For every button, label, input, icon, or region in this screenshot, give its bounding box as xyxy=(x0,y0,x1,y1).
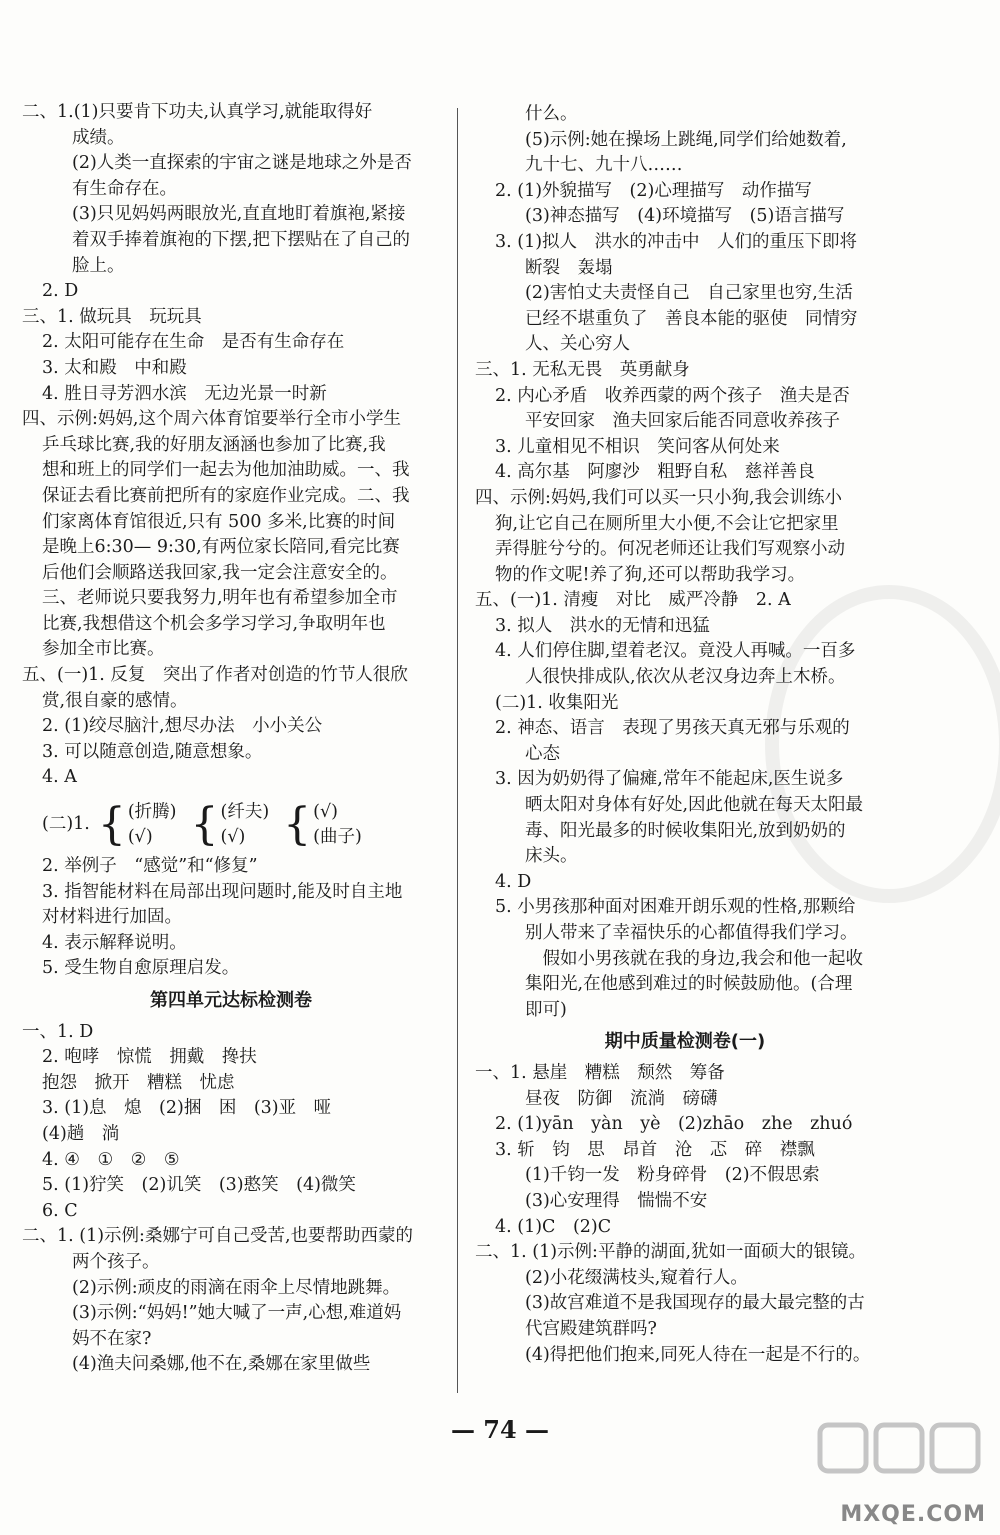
answer-line: 三、老师说只要我努力,明年也有希望参加全市 xyxy=(42,588,398,609)
left-column xyxy=(22,100,440,1378)
answer-line: 5. (1)狞笑 (2)讥笑 (3)憨笑 (4)微笑 xyxy=(42,1175,356,1196)
answer-line: 已经不堪重负了 善良本能的驱使 同情穷 xyxy=(525,308,858,329)
answer-line: 两个孩子。 xyxy=(72,1251,160,1272)
answer-line: 4. (1)C (2)C xyxy=(495,1216,612,1237)
answer-line: 3. 因为奶奶得了偏瘫,常年不能起床,医生说多 xyxy=(495,769,844,790)
answer-line: 假如小男孩就在我的身边,我会和他一起收 xyxy=(525,948,864,969)
answer-line: 物的作文呢!养了狗,还可以帮助我学习。 xyxy=(495,564,806,585)
answer-line: 3. 可以随意创造,随意想象。 xyxy=(42,741,263,762)
answer-line: 床头。 xyxy=(525,846,578,867)
answer-line: (1)千钧一发 粉身碎骨 (2)不假思索 xyxy=(525,1165,820,1186)
answer-line: 2. D xyxy=(42,281,79,302)
answer-line: (2)小花缀满枝头,窥着行人。 xyxy=(525,1267,748,1288)
answer-line: 2. 太阳可能存在生命 是否有生命存在 xyxy=(42,332,345,353)
answer-line: 三、1. 做玩具 玩玩具 xyxy=(22,306,202,327)
section-heading-unit4: 第四单元达标检测卷 xyxy=(150,990,312,1011)
answer-line: 脸上。 xyxy=(72,255,125,276)
answer-line: 5. 受生物自愈原理启发。 xyxy=(42,958,240,979)
answer-line: (2)人类一直探索的宇宙之谜是地球之外是否 xyxy=(72,153,412,174)
brace-item: (√) xyxy=(127,826,153,847)
answer-line: 断裂 轰塌 xyxy=(525,257,613,278)
answer-line: (3)故宫难道不是我国现存的最大最完整的古 xyxy=(525,1293,865,1314)
answer-line: 3. 太和殿 中和殿 xyxy=(42,357,187,378)
answer-line: 乒乓球比赛,我的好朋友涵涵也参加了比赛,我 xyxy=(42,434,386,455)
answer-line: 2. (1)外貌描写 (2)心理描写 动作描写 xyxy=(495,180,812,201)
answer-line: 3. 斩 钧 思 昂首 沧 忑 碎 襟飘 xyxy=(495,1139,815,1160)
answer-line: (3)神态描写 (4)环境描写 (5)语言描写 xyxy=(525,206,845,227)
section-heading-midterm: 期中质量检测卷(一) xyxy=(604,1031,766,1053)
answer-line: 二、1. (1)示例:桑娜宁可自己受苦,也要帮助西蒙的 xyxy=(22,1226,414,1247)
right-column xyxy=(475,102,895,1368)
answer-line: (4)渔夫问桑娜,他不在,桑娜在家里做些 xyxy=(72,1354,371,1375)
answer-line: 代宫殿建筑群吗? xyxy=(525,1318,657,1339)
answer-line: 二、1.(1)只要肯下功夫,认真学习,就能取得好 xyxy=(22,102,373,122)
answer-line: (3)心安理得 惴惴不安 xyxy=(525,1190,708,1211)
answer-line: 成绩。 xyxy=(72,127,125,148)
answer-line: 晒太阳对身体有好处,因此他就在每天太阳最 xyxy=(525,795,864,816)
answer-line: 一、1. D xyxy=(22,1021,94,1042)
answer-line: 有生命存在。 xyxy=(72,178,177,199)
answer-line: 2. (1)绞尽脑汁,想尽办法 小小关公 xyxy=(42,716,323,737)
answer-line: 参加全市比赛。 xyxy=(42,639,165,660)
answer-line: 4. D xyxy=(495,871,532,892)
answer-line: 2. 内心矛盾 收养西蒙的两个孩子 渔夫是否 xyxy=(495,385,850,406)
brace-answer-row xyxy=(22,799,440,850)
brace-label: (二)1. xyxy=(42,813,90,834)
column-divider xyxy=(457,108,458,1393)
answer-line: 昼夜 防御 流淌 磅礴 xyxy=(525,1088,718,1109)
brace-item: (纤夫) xyxy=(220,801,270,822)
brace-group: { (纤夫) (√) xyxy=(190,798,270,850)
answer-line: (2)害怕丈夫责怪自己 自己家里也穷,生活 xyxy=(525,283,853,304)
answer-line: 比赛,我想借这个机会多学习学习,争取明年也 xyxy=(42,613,386,634)
answer-line: 即可) xyxy=(525,999,567,1020)
answer-line: 们家离体育馆很近,只有 500 多米,比赛的时间 xyxy=(42,511,396,532)
answer-line: 3. 拟人 洪水的无情和迅猛 xyxy=(495,615,710,636)
answer-line: 3. (1)拟人 洪水的冲击中 人们的重压下即将 xyxy=(495,231,858,252)
answer-line: 4. A xyxy=(42,767,77,788)
answer-line: 保证去看比赛前把所有的家庭作业完成。二、我 xyxy=(42,485,410,506)
answer-line: 4. 高尔基 阿廖沙 粗野自私 慈祥善良 xyxy=(495,462,815,483)
answer-line: 二、1. (1)示例:平静的湖面,犹如一面硕大的银镜。 xyxy=(475,1242,867,1263)
brace-item: (√) xyxy=(313,801,338,822)
answer-line: 3. 儿童相见不相识 笑问客从何处来 xyxy=(495,436,780,457)
answer-line: 心态 xyxy=(525,743,560,764)
answer-line: 四、示例:妈妈,这个周六体育馆要举行全市小学生 xyxy=(22,409,401,430)
watermark-text: MXQE.COM xyxy=(840,1502,986,1527)
answer-line: (二)1. 收集阳光 xyxy=(495,692,619,713)
answer-line: (2)示例:顽皮的雨滴在雨伞上尽情地跳舞。 xyxy=(72,1277,401,1298)
answer-line: 后他们会顺路送我回家,我一定会注意安全的。 xyxy=(42,562,398,583)
answer-line: 五、(一)1. 清瘦 对比 威严冷静 2. A xyxy=(475,590,791,611)
answer-line: 集阳光,在他感到难过的时候鼓励他。(合理 xyxy=(525,974,853,995)
answer-line: 一、1. 悬崖 糟糕 颓然 筹备 xyxy=(475,1062,725,1083)
answer-line: 3. 指智能材料在局部出现问题时,能及时自主地 xyxy=(42,881,403,902)
answer-line: (3)只见妈妈两眼放光,直直地盯着旗袍,紧接 xyxy=(72,204,406,225)
answer-line: 弄得脏兮兮的。何况老师还让我们写观察小动 xyxy=(495,539,845,560)
brace-group: { (折腾) (√) xyxy=(97,798,177,850)
brace-group: { (√) (曲子) xyxy=(283,798,362,850)
answer-line: (3)示例:“妈妈!”她大喊了一声,心想,难道妈 xyxy=(72,1303,402,1324)
answer-line: 抱怨 掀开 糟糕 忧虑 xyxy=(42,1072,235,1093)
answer-line: 别人带来了幸福快乐的心都值得我们学习。 xyxy=(525,923,858,943)
answer-line: 4. ④ ① ② ⑤ xyxy=(42,1149,180,1170)
answer-line: 2. 神态、语言 表现了男孩天真无邪与乐观的 xyxy=(495,718,850,739)
answer-line: 4. 表示解释说明。 xyxy=(42,932,187,953)
answer-line: 4. 胜日寻芳泗水滨 无边光景一时新 xyxy=(42,383,327,404)
answer-line: 人很快排成队,依次从老汉身边奔上木桥。 xyxy=(525,667,846,688)
answer-line: 三、1. 无私无畏 英勇献身 xyxy=(475,359,690,380)
answer-line: 想和班上的同学们一起去为他加油助威。一、我 xyxy=(42,460,410,481)
answer-line: (5)示例:她在操场上跳绳,同学们给她数着, xyxy=(525,129,847,150)
brace-item: (曲子) xyxy=(313,826,362,847)
answer-line: 毒、阳光最多的时候收集阳光,放到奶奶的 xyxy=(525,820,846,841)
answer-line: 对材料进行加固。 xyxy=(42,907,182,928)
answer-line: (4)趟 淌 xyxy=(42,1123,120,1144)
brace-item: (折腾) xyxy=(127,801,177,822)
answer-line: 赏,很自豪的感情。 xyxy=(42,690,188,711)
answer-line: 四、示例:妈妈,我们可以买一只小狗,我会训练小 xyxy=(475,487,843,508)
answer-line: 平安回家 渔夫回家后能否同意收养孩子 xyxy=(525,411,840,432)
answer-line: 3. (1)息 熄 (2)捆 困 (3)亚 哑 xyxy=(42,1098,332,1119)
brace-item: (√) xyxy=(220,826,246,847)
answer-line: 4. 人们停住脚,望着老汉。竟没人再喊。一百多 xyxy=(495,641,856,662)
answer-line: 九十七、九十八…… xyxy=(525,155,683,176)
answer-line: 狗,让它自己在厕所里大小便,不会让它把家里 xyxy=(495,513,839,534)
answer-line: 2. 举例子 “感觉”和“修复” xyxy=(42,856,258,877)
answer-line: 2. 咆哮 惊慌 拥戴 搀扶 xyxy=(42,1047,257,1068)
answer-line: 6. C xyxy=(42,1200,78,1221)
answer-line: (4)得把他们抱来,同死人待在一起是不行的。 xyxy=(525,1344,871,1365)
answer-line: 是晚上6:30— 9:30,有两位家长陪同,看完比赛 xyxy=(42,537,400,558)
page-number: — 74 — xyxy=(450,1415,550,1444)
answer-line: 着双手捧着旗袍的下摆,把下摆贴在了自己的 xyxy=(72,229,411,250)
answer-line: 五、(一)1. 反复 突出了作者对创造的竹节人很欣 xyxy=(22,665,408,686)
answer-line: 2. (1)yān yàn yè (2)zhāo zhe zhuó xyxy=(495,1114,853,1135)
answer-line: 5. 小男孩那种面对困难开朗乐观的性格,那颗给 xyxy=(495,897,856,918)
answer-line: 什么。 xyxy=(525,104,578,124)
answer-line: 妈不在家? xyxy=(72,1328,152,1349)
answer-line: 人、关心穷人 xyxy=(525,334,630,355)
